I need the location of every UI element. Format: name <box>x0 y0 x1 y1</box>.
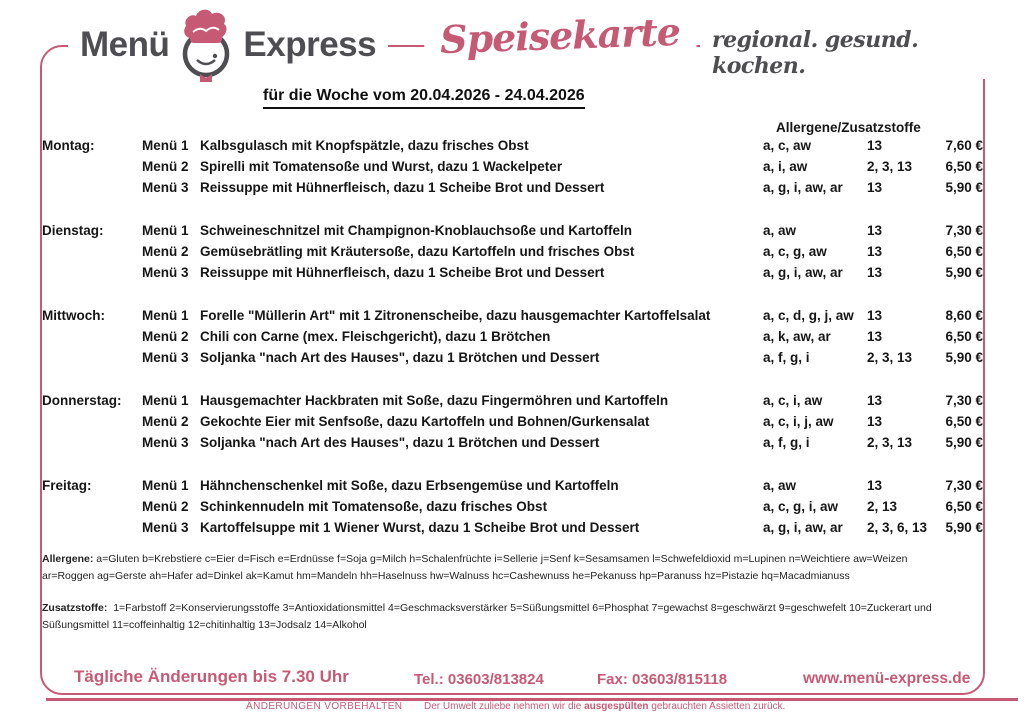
fax-number: Fax: 03603/815118 <box>597 671 728 688</box>
allergens-value: a, i, aw <box>763 159 808 174</box>
dish-description: Spirelli mit Tomatensoße und Wurst, dazu 1 Wackelpeter <box>200 159 563 174</box>
dish-description: Schinkennudeln mit Tomatensoße, dazu frisches Obst <box>200 499 548 514</box>
day-block-donnerstag <box>42 393 983 456</box>
allergens-value: a, aw <box>763 478 797 493</box>
brand-logo <box>68 5 388 85</box>
allergens-value: a, g, i, aw, ar <box>763 520 843 535</box>
day-block-freitag <box>42 478 983 541</box>
menu-number-label: Menü 2 <box>142 159 189 174</box>
allergens-value: a, f, g, i <box>763 435 810 450</box>
menu-number-label: Menü 3 <box>142 435 189 450</box>
dish-description: Chili con Carne (mex. Fleischgericht), dazu 1 Brötchen <box>200 329 551 344</box>
allergens-value: a, aw <box>763 223 797 238</box>
menu-row <box>42 329 983 350</box>
brand-tagline: regional. gesund. kochen. <box>700 27 1024 79</box>
day-label: Donnerstag: <box>42 393 122 408</box>
price-value: 7,30 € <box>945 393 983 408</box>
zusatzstoffe-legend <box>42 600 950 634</box>
eco-note-bold-word: ausgespülten <box>584 701 649 712</box>
eco-note <box>424 701 785 712</box>
price-value: 5,90 € <box>945 520 983 535</box>
price-value: 6,50 € <box>945 499 983 514</box>
additives-value: 2, 3, 6, 13 <box>867 520 928 535</box>
price-value: 7,60 € <box>945 138 983 153</box>
script-title: Speisekarte <box>423 8 696 62</box>
price-value: 6,50 € <box>945 329 983 344</box>
additives-value: 2, 3, 13 <box>867 350 913 365</box>
price-value: 5,90 € <box>945 180 983 195</box>
day-block-mittwoch <box>42 308 983 371</box>
menu-row <box>42 499 983 520</box>
menu-number-label: Menü 1 <box>142 308 189 323</box>
zusatzstoffe-legend-text: 1=Farbstoff 2=Konservierungsstoffe 3=Antioxidationsmittel 4=Geschmacksverstärker 5=Süßungsmittel 6=Phosphat 7=gewachst 8=geschwärzt 9=geschwefelt 10=Zuckerart und Süßungsmittel 11=coffeinhaltig 12=chitinhaltig 13=Jodsalz 14=Alkohol <box>42 602 932 631</box>
chef-hat-icon <box>178 8 234 82</box>
website-url: www.menü-express.de <box>803 670 971 687</box>
additives-value: 2, 3, 13 <box>867 435 913 450</box>
allergens-value: a, c, i, aw <box>763 393 823 408</box>
dish-description: Soljanka "nach Art des Hauses", dazu 1 Brötchen und Dessert <box>200 435 600 450</box>
menu-number-label: Menü 3 <box>142 350 189 365</box>
additives-value: 13 <box>867 329 883 344</box>
allergens-value: a, k, aw, ar <box>763 329 831 344</box>
price-value: 7,30 € <box>945 478 983 493</box>
menu-number-label: Menü 1 <box>142 223 189 238</box>
dish-description: Hausgemachter Hackbraten mit Soße, dazu Fingermöhren und Kartoffeln <box>200 393 669 408</box>
price-value: 6,50 € <box>945 159 983 174</box>
menu-number-label: Menü 1 <box>142 393 189 408</box>
brand-name-left: Menü <box>80 25 170 64</box>
menu-number-label: Menü 2 <box>142 244 189 259</box>
dish-description: Kalbsgulasch mit Knopfspätzle, dazu frisches Obst <box>200 138 529 153</box>
changes-reserved-note: ÄNDERUNGEN VORBEHALTEN <box>246 701 403 712</box>
additives-value: 13 <box>867 414 883 429</box>
additives-value: 13 <box>867 478 883 493</box>
brand-name-right: Express <box>243 25 377 64</box>
phone-number: Tel.: 03603/813824 <box>414 671 544 688</box>
additives-value: 2, 3, 13 <box>867 159 913 174</box>
dish-description: Kartoffelsuppe mit 1 Wiener Wurst, dazu 1 Scheibe Brot und Dessert <box>200 520 640 535</box>
dish-description: Schweineschnitzel mit Champignon-Knoblauchsoße und Kartoffeln <box>200 223 633 238</box>
daily-changes-note: Tägliche Änderungen bis 7.30 Uhr <box>74 667 349 686</box>
menu-row <box>42 159 983 180</box>
price-value: 6,50 € <box>945 414 983 429</box>
menu-row <box>42 350 983 371</box>
menu-row <box>42 414 983 435</box>
menu-number-label: Menü 3 <box>142 180 189 195</box>
menu-row <box>42 265 983 286</box>
price-value: 7,30 € <box>945 223 983 238</box>
day-label: Dienstag: <box>42 223 104 238</box>
menu-number-label: Menü 3 <box>142 265 189 280</box>
price-value: 5,90 € <box>945 350 983 365</box>
additives-value: 13 <box>867 223 883 238</box>
day-label: Freitag: <box>42 478 92 493</box>
allergene-legend <box>42 551 950 585</box>
day-label: Mittwoch: <box>42 308 105 323</box>
menu-number-label: Menü 2 <box>142 499 189 514</box>
dish-description: Gekochte Eier mit Senfsoße, dazu Kartoffeln und Bohnen/Gurkensalat <box>200 414 650 429</box>
menu-number-label: Menü 2 <box>142 329 189 344</box>
additives-value: 13 <box>867 244 883 259</box>
allergene-legend-text: a=Gluten b=Krebstiere c=Eier d=Fisch e=Erdnüsse f=Soja g=Milch h=Schalenfrüchte i=Sellerie j=Senf k=Sesamsamen l=Schwefeldioxid m=Lupinen n=Weichtiere aw=Weizen ar=Roggen ag=Gerste ah=Hafer ad=Dinkel ak=Kamut hm=Mandeln hh=Haselnuss hw=Walnuss hc=Cashewnuss he=Pekanuss hp=Paranuss hz=Pistazie hq=Macadmianuss <box>42 553 908 582</box>
price-value: 5,90 € <box>945 435 983 450</box>
menu-row <box>42 223 983 244</box>
price-value: 8,60 € <box>945 308 983 323</box>
day-label: Montag: <box>42 138 95 153</box>
allergens-value: a, g, i, aw, ar <box>763 180 843 195</box>
menu-number-label: Menü 1 <box>142 138 189 153</box>
menu-number-label: Menü 2 <box>142 414 189 429</box>
allergens-value: a, c, aw <box>763 138 812 153</box>
allergene-legend-label: Allergene: <box>42 553 94 565</box>
allergens-value: a, c, d, g, j, aw <box>763 308 854 323</box>
eco-note-text: gebrauchten Assietten zurück. <box>648 701 786 712</box>
price-value: 6,50 € <box>945 244 983 259</box>
dish-description: Soljanka "nach Art des Hauses", dazu 1 Brötchen und Dessert <box>200 350 600 365</box>
menu-table <box>42 120 983 563</box>
allergens-value: a, g, i, aw, ar <box>763 265 843 280</box>
menu-number-label: Menü 3 <box>142 520 189 535</box>
menu-row <box>42 308 983 329</box>
eco-note-text: Der Umwelt zuliebe nehmen wir die <box>424 701 585 712</box>
allergens-value: a, c, g, i, aw <box>763 499 839 514</box>
dish-description: Gemüsebrätling mit Kräutersoße, dazu Kartoffeln und frisches Obst <box>200 244 635 259</box>
additives-value: 13 <box>867 138 883 153</box>
dish-description: Forelle "Müllerin Art" mit 1 Zitronenscheibe, dazu hausgemachter Kartoffelsalat <box>200 308 711 323</box>
dish-description: Reissuppe mit Hühnerfleisch, dazu 1 Scheibe Brot und Dessert <box>200 180 605 195</box>
additives-value: 13 <box>867 393 883 408</box>
week-title: für die Woche vom 20.04.2026 - 24.04.2026 <box>263 87 585 109</box>
menu-row <box>42 180 983 201</box>
additives-value: 13 <box>867 265 883 280</box>
footnotes <box>42 551 950 649</box>
menu-row <box>42 393 983 414</box>
menu-row <box>42 244 983 265</box>
zusatzstoffe-legend-label: Zusatzstoffe: <box>42 602 108 614</box>
menu-row <box>42 478 983 499</box>
allergens-value: a, c, g, aw <box>763 244 827 259</box>
menu-number-label: Menü 1 <box>142 478 189 493</box>
allergen-column-header: Allergene/Zusatzstoffe <box>776 120 921 135</box>
dish-description: Hähnchenschenkel mit Soße, dazu Erbsengemüse und Kartoffeln <box>200 478 619 493</box>
additives-value: 2, 13 <box>867 499 898 514</box>
allergens-value: a, f, g, i <box>763 350 810 365</box>
additives-value: 13 <box>867 308 883 323</box>
additives-value: 13 <box>867 180 883 195</box>
dish-description: Reissuppe mit Hühnerfleisch, dazu 1 Scheibe Brot und Dessert <box>200 265 605 280</box>
allergens-value: a, c, i, j, aw <box>763 414 834 429</box>
menu-row <box>42 435 983 456</box>
menu-row <box>42 520 983 541</box>
day-block-montag <box>42 138 983 201</box>
menu-row <box>42 138 983 159</box>
day-block-dienstag <box>42 223 983 286</box>
price-value: 5,90 € <box>945 265 983 280</box>
